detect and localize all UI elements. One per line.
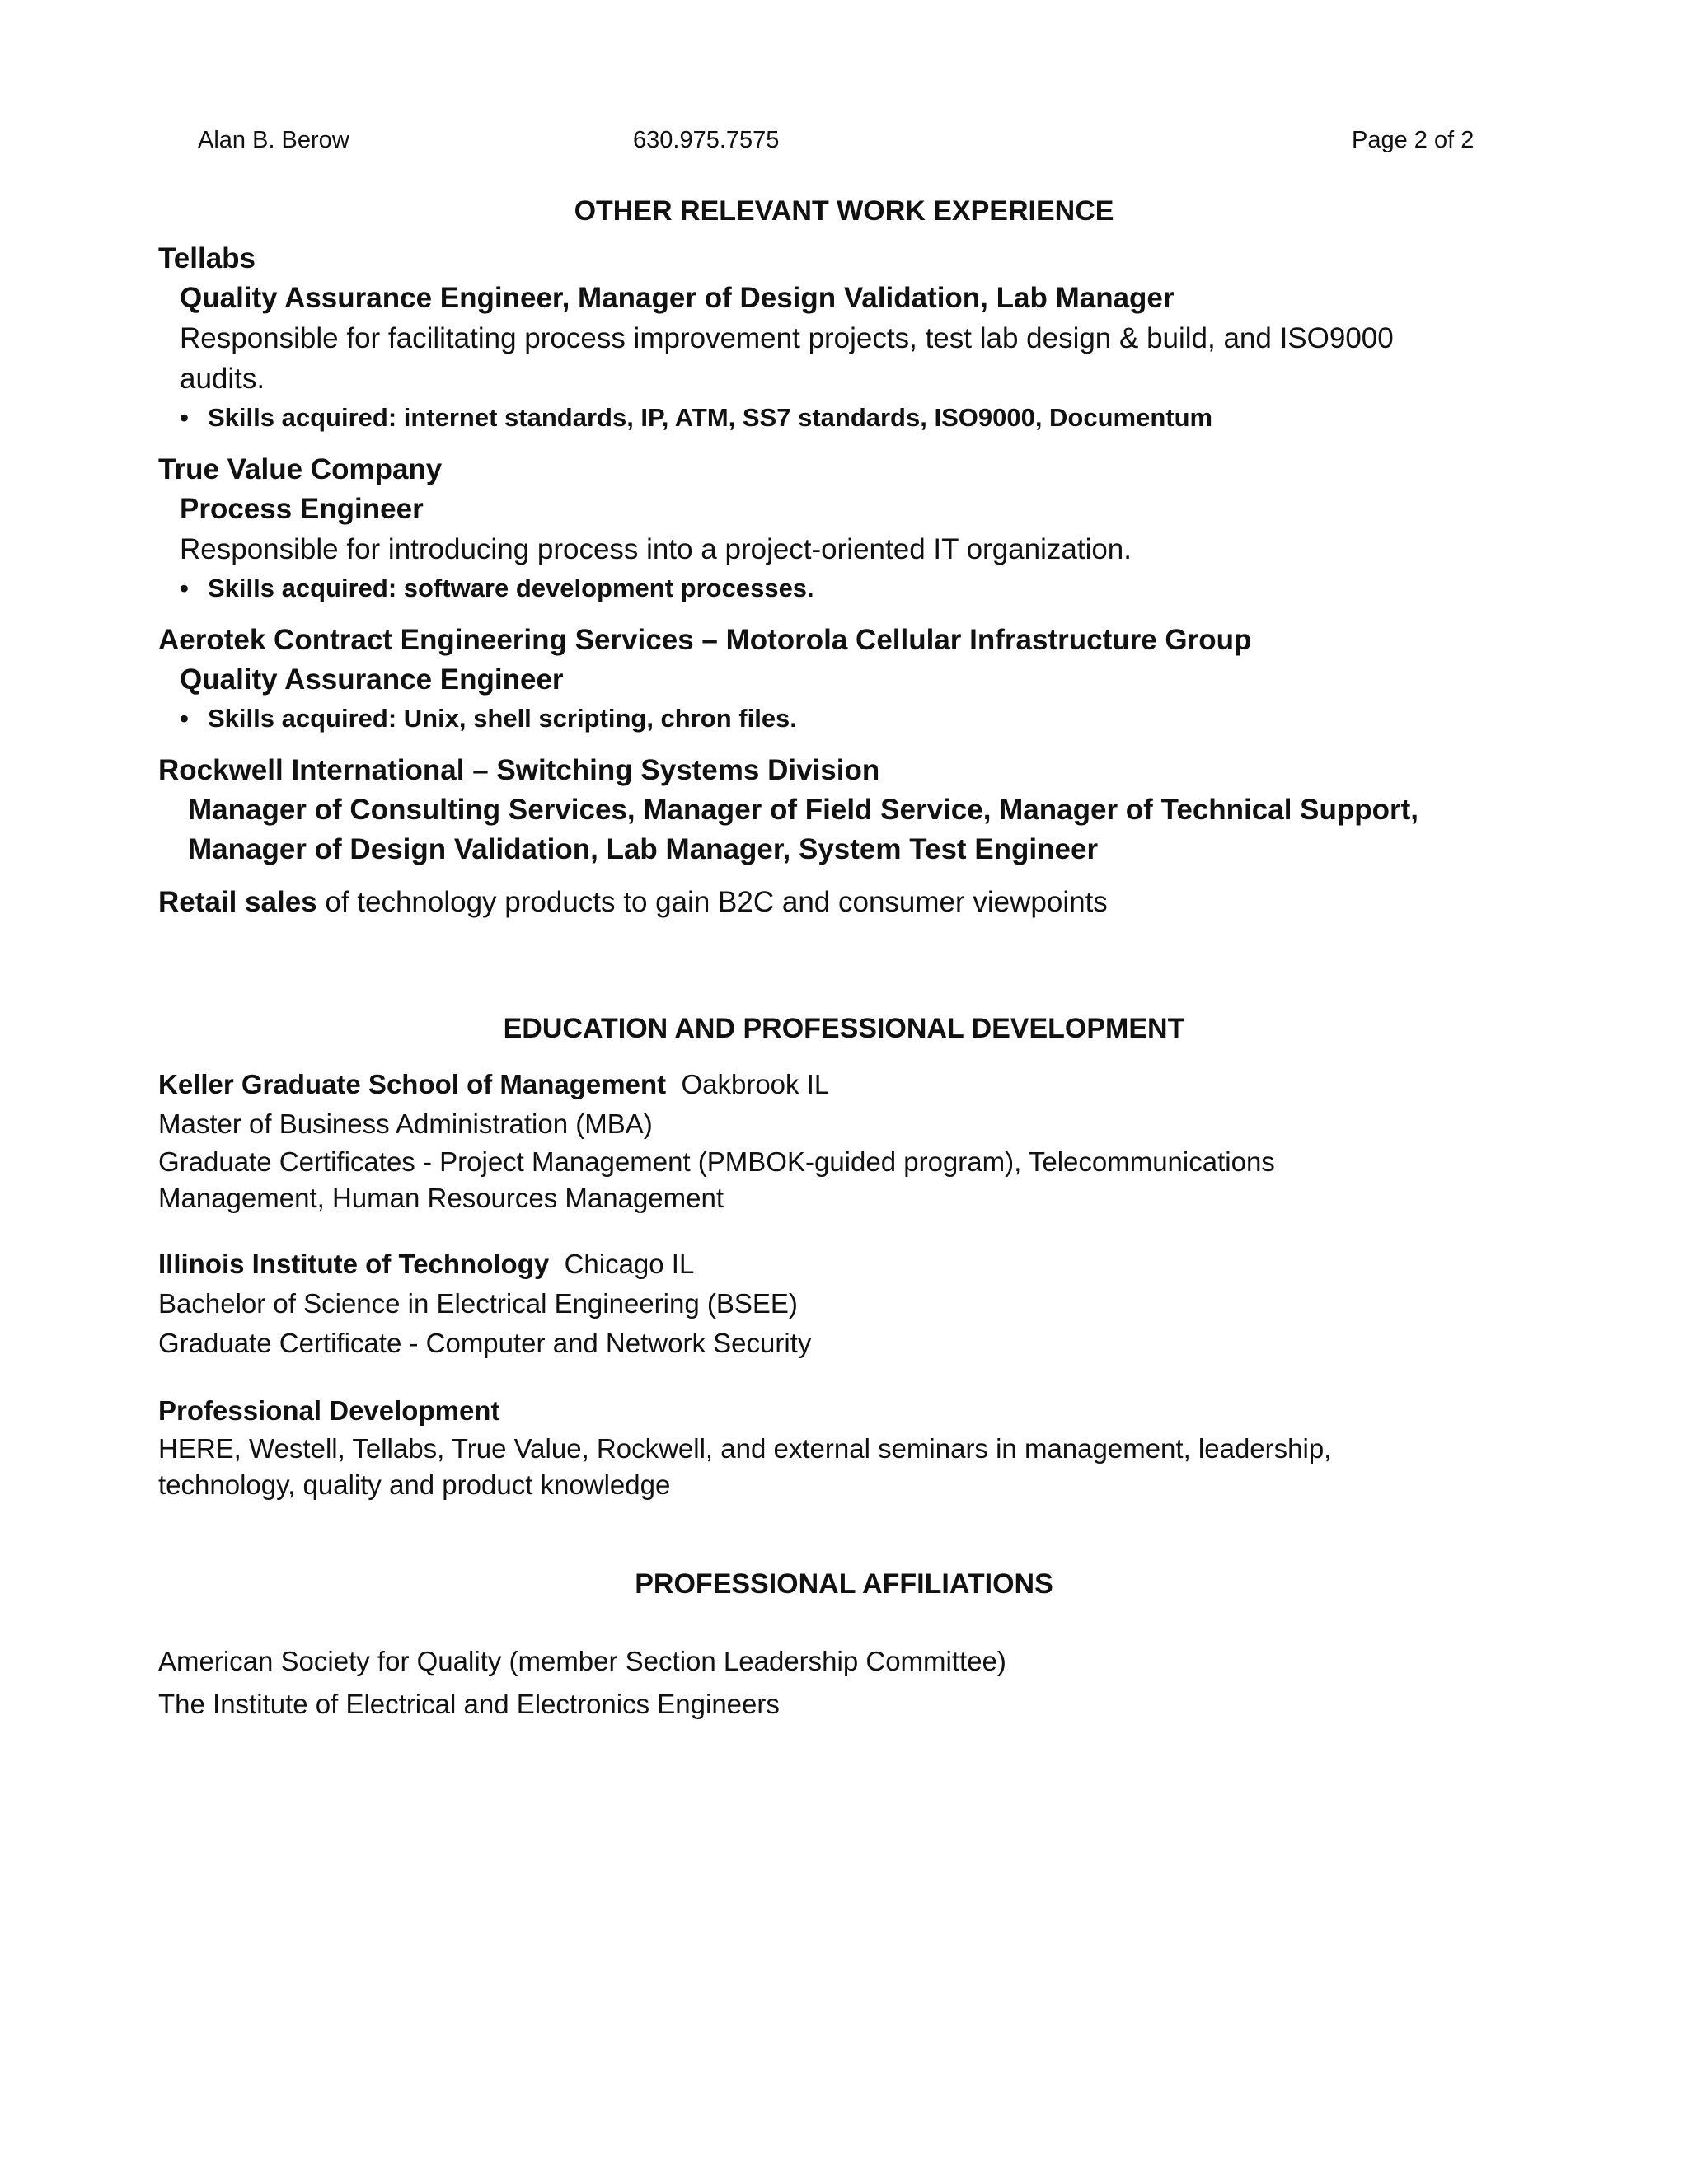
education-section xyxy=(158,1065,1559,1503)
skills-bullet xyxy=(158,399,1559,437)
job-rockwell xyxy=(158,751,1559,869)
skills-text: Skills acquired: internet standards, IP, ATM, SS7 standards, ISO9000, Documentum xyxy=(208,403,1213,432)
affiliation-item: American Society for Quality (member Section Leadership Committee) xyxy=(158,1646,1006,1676)
skills-bullet xyxy=(158,700,1559,738)
profdev-text: HERE, Westell, Tellabs, True Value, Rockwell, and external seminars in management, leadership, technology, quality and product knowledge xyxy=(158,1433,1332,1500)
skills-text: Skills acquired: software development processes. xyxy=(208,574,814,602)
work-experience-title: OTHER RELEVANT WORK EXPERIENCE xyxy=(574,195,1114,227)
header-name: Alan B. Berow xyxy=(198,127,349,153)
degree: Master of Business Administration (MBA) xyxy=(158,1108,653,1139)
job-role-line-2: Manager of Design Validation, Lab Manager, System Test Engineer xyxy=(188,833,1099,865)
bullet-icon: • xyxy=(180,704,189,733)
employer-name: Tellabs xyxy=(158,242,256,274)
school-name: Illinois Institute of Technology xyxy=(158,1249,550,1279)
job-description: Responsible for facilitating process improvement projects, test lab design & build, and ISO9000 audits. xyxy=(180,322,1394,395)
school-heading xyxy=(158,1244,1559,1284)
school-heading xyxy=(158,1065,1559,1104)
job-role: Quality Assurance Engineer, Manager of Design Validation, Lab Manager xyxy=(180,282,1175,314)
profdev-heading: Professional Development xyxy=(158,1395,500,1426)
school-location: Oakbrook IL xyxy=(681,1069,830,1099)
retail-sales-text: of technology products to gain B2C and consumer viewpoints xyxy=(316,886,1108,918)
professional-development xyxy=(158,1391,1559,1503)
job-true-value xyxy=(158,450,1559,607)
job-role: Process Engineer xyxy=(180,493,424,525)
education-title: EDUCATION AND PROFESSIONAL DEVELOPMENT xyxy=(503,1013,1185,1044)
affiliations-section xyxy=(158,1640,1559,1726)
skills-text: Skills acquired: Unix, shell scripting, chron files. xyxy=(208,704,797,733)
retail-sales-label: Retail sales xyxy=(158,886,317,918)
school-iit xyxy=(158,1244,1559,1363)
school-location: Chicago IL xyxy=(564,1249,695,1279)
school-keller xyxy=(158,1065,1559,1216)
certificate: Graduate Certificate - Computer and Network Security xyxy=(158,1328,812,1358)
certificates: Graduate Certificates - Project Management (PMBOK-guided program), Telecommunications Management, Human Resources Management xyxy=(158,1146,1275,1213)
retail-sales-line xyxy=(158,883,1559,922)
affiliations-title: PROFESSIONAL AFFILIATIONS xyxy=(635,1568,1053,1600)
affiliation-item: The Institute of Electrical and Electronics Engineers xyxy=(158,1689,780,1719)
skills-bullet xyxy=(158,569,1559,607)
employer-name: True Value Company xyxy=(158,453,443,485)
job-aerotek xyxy=(158,621,1559,738)
school-name: Keller Graduate School of Management xyxy=(158,1069,667,1099)
employer-name: Rockwell International – Switching Systems Division xyxy=(158,754,880,786)
work-experience-section xyxy=(158,239,1559,922)
job-description: Responsible for introducing process into a project-oriented IT organization. xyxy=(180,533,1132,565)
header-phone: 630.975.7575 xyxy=(633,127,780,153)
bullet-icon: • xyxy=(180,403,189,432)
degree: Bachelor of Science in Electrical Engineering (BSEE) xyxy=(158,1288,798,1319)
job-tellabs xyxy=(158,239,1559,437)
header-page-number: Page 2 of 2 xyxy=(1352,127,1475,153)
bullet-icon: • xyxy=(180,574,189,602)
employer-name: Aerotek Contract Engineering Services – Motorola Cellular Infrastructure Group xyxy=(158,624,1252,656)
job-role-line-1: Manager of Consulting Services, Manager of Field Service, Manager of Technical Support, xyxy=(188,794,1419,826)
job-role: Quality Assurance Engineer xyxy=(180,663,564,696)
